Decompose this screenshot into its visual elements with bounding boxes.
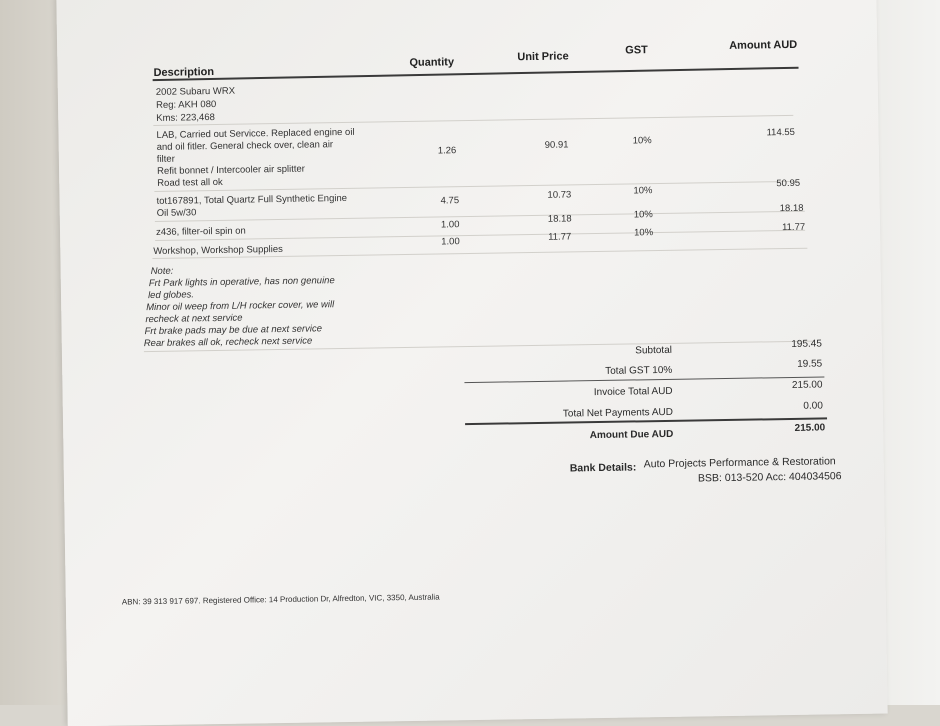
item-quantity: 4.75 [440, 195, 460, 207]
item-line: and oil fitler. General check over, clean air [156, 139, 334, 153]
item-line: filter [156, 153, 175, 165]
item-line: Refit bonnet / Intercooler air splitter [156, 163, 306, 177]
item-line: tot167891, Total Quartz Full Synthetic Engine [156, 192, 348, 207]
vehicle-reg: Reg: AKH 080 [155, 98, 217, 111]
item-quantity: 1.26 [437, 145, 457, 157]
item-line: z436, filter-oil spin on [155, 225, 246, 238]
item-unit-price: 90.91 [544, 139, 569, 151]
item-line: Workshop, Workshop Supplies [153, 243, 283, 257]
invoice-total-label: Invoice Total AUD [593, 385, 673, 399]
subtotal-label: Subtotal [635, 344, 673, 357]
item-quantity: 1.00 [440, 219, 460, 231]
item-line: LAB, Carried out Servicce. Replaced engine oil [156, 126, 355, 141]
note-line: Frt brake pads may be due at next service [144, 323, 323, 338]
item-gst: 10% [633, 185, 653, 197]
vehicle-kms: Kms: 223,468 [156, 112, 215, 124]
row-divider [155, 230, 805, 241]
total-gst-value: 19.55 [797, 358, 823, 370]
invoice-page [56, 0, 887, 726]
header-rule [153, 67, 799, 81]
col-header-gst: GST [625, 44, 648, 57]
item-gst: 10% [632, 135, 652, 147]
item-amount: 50.95 [776, 177, 801, 190]
item-unit-price: 10.73 [547, 189, 572, 201]
net-payments-value: 0.00 [803, 400, 823, 412]
item-amount: 18.18 [779, 202, 804, 215]
col-header-unit-price: Unit Price [517, 50, 569, 64]
bank-account-numbers: BSB: 013-520 Acc: 404034506 [697, 470, 842, 485]
bank-account-name: Auto Projects Performance & Restoration [643, 455, 836, 471]
col-header-description: Description [153, 66, 215, 79]
item-quantity: 1.00 [441, 236, 460, 248]
col-header-quantity: Quantity [409, 56, 455, 69]
subtotal-value: 195.45 [791, 338, 822, 350]
item-gst: 10% [633, 209, 653, 221]
bank-details-label: Bank Details: [569, 461, 637, 475]
amount-due-value: 215.00 [794, 422, 826, 434]
note-line: Frt Park lights in operative, has non genuine [148, 275, 335, 290]
item-amount: 11.77 [781, 221, 806, 234]
item-line: Oil 5w/30 [156, 207, 197, 219]
amount-due-label: Amount Due AUD [589, 428, 674, 442]
item-line: Road test all ok [157, 176, 223, 189]
invoice-total-value: 215.00 [791, 379, 823, 391]
note-line: Rear brakes all ok, recheck next service [143, 335, 313, 350]
note-line: led globes. [147, 289, 195, 302]
net-payments-label: Total Net Payments AUD [562, 406, 674, 420]
note-line: recheck at next service [145, 312, 243, 326]
row-divider [153, 115, 793, 126]
note-line: Minor oil weep from L/H rocker cover, we will [146, 299, 335, 314]
item-amount: 114.55 [766, 126, 795, 139]
company-footer: ABN: 39 313 917 697. Registered Office: 14 Production Dr, Alfredton, VIC, 3350, Australia [121, 592, 440, 607]
item-gst: 10% [634, 227, 654, 239]
item-unit-price: 18.18 [547, 213, 572, 225]
note-line: Note: [150, 265, 174, 278]
total-gst-label: Total GST 10% [605, 364, 673, 377]
vehicle-model: 2002 Subaru WRX [155, 85, 236, 98]
row-divider [154, 181, 799, 192]
item-unit-price: 11.77 [548, 231, 572, 243]
col-header-amount: Amount AUD [729, 38, 798, 52]
